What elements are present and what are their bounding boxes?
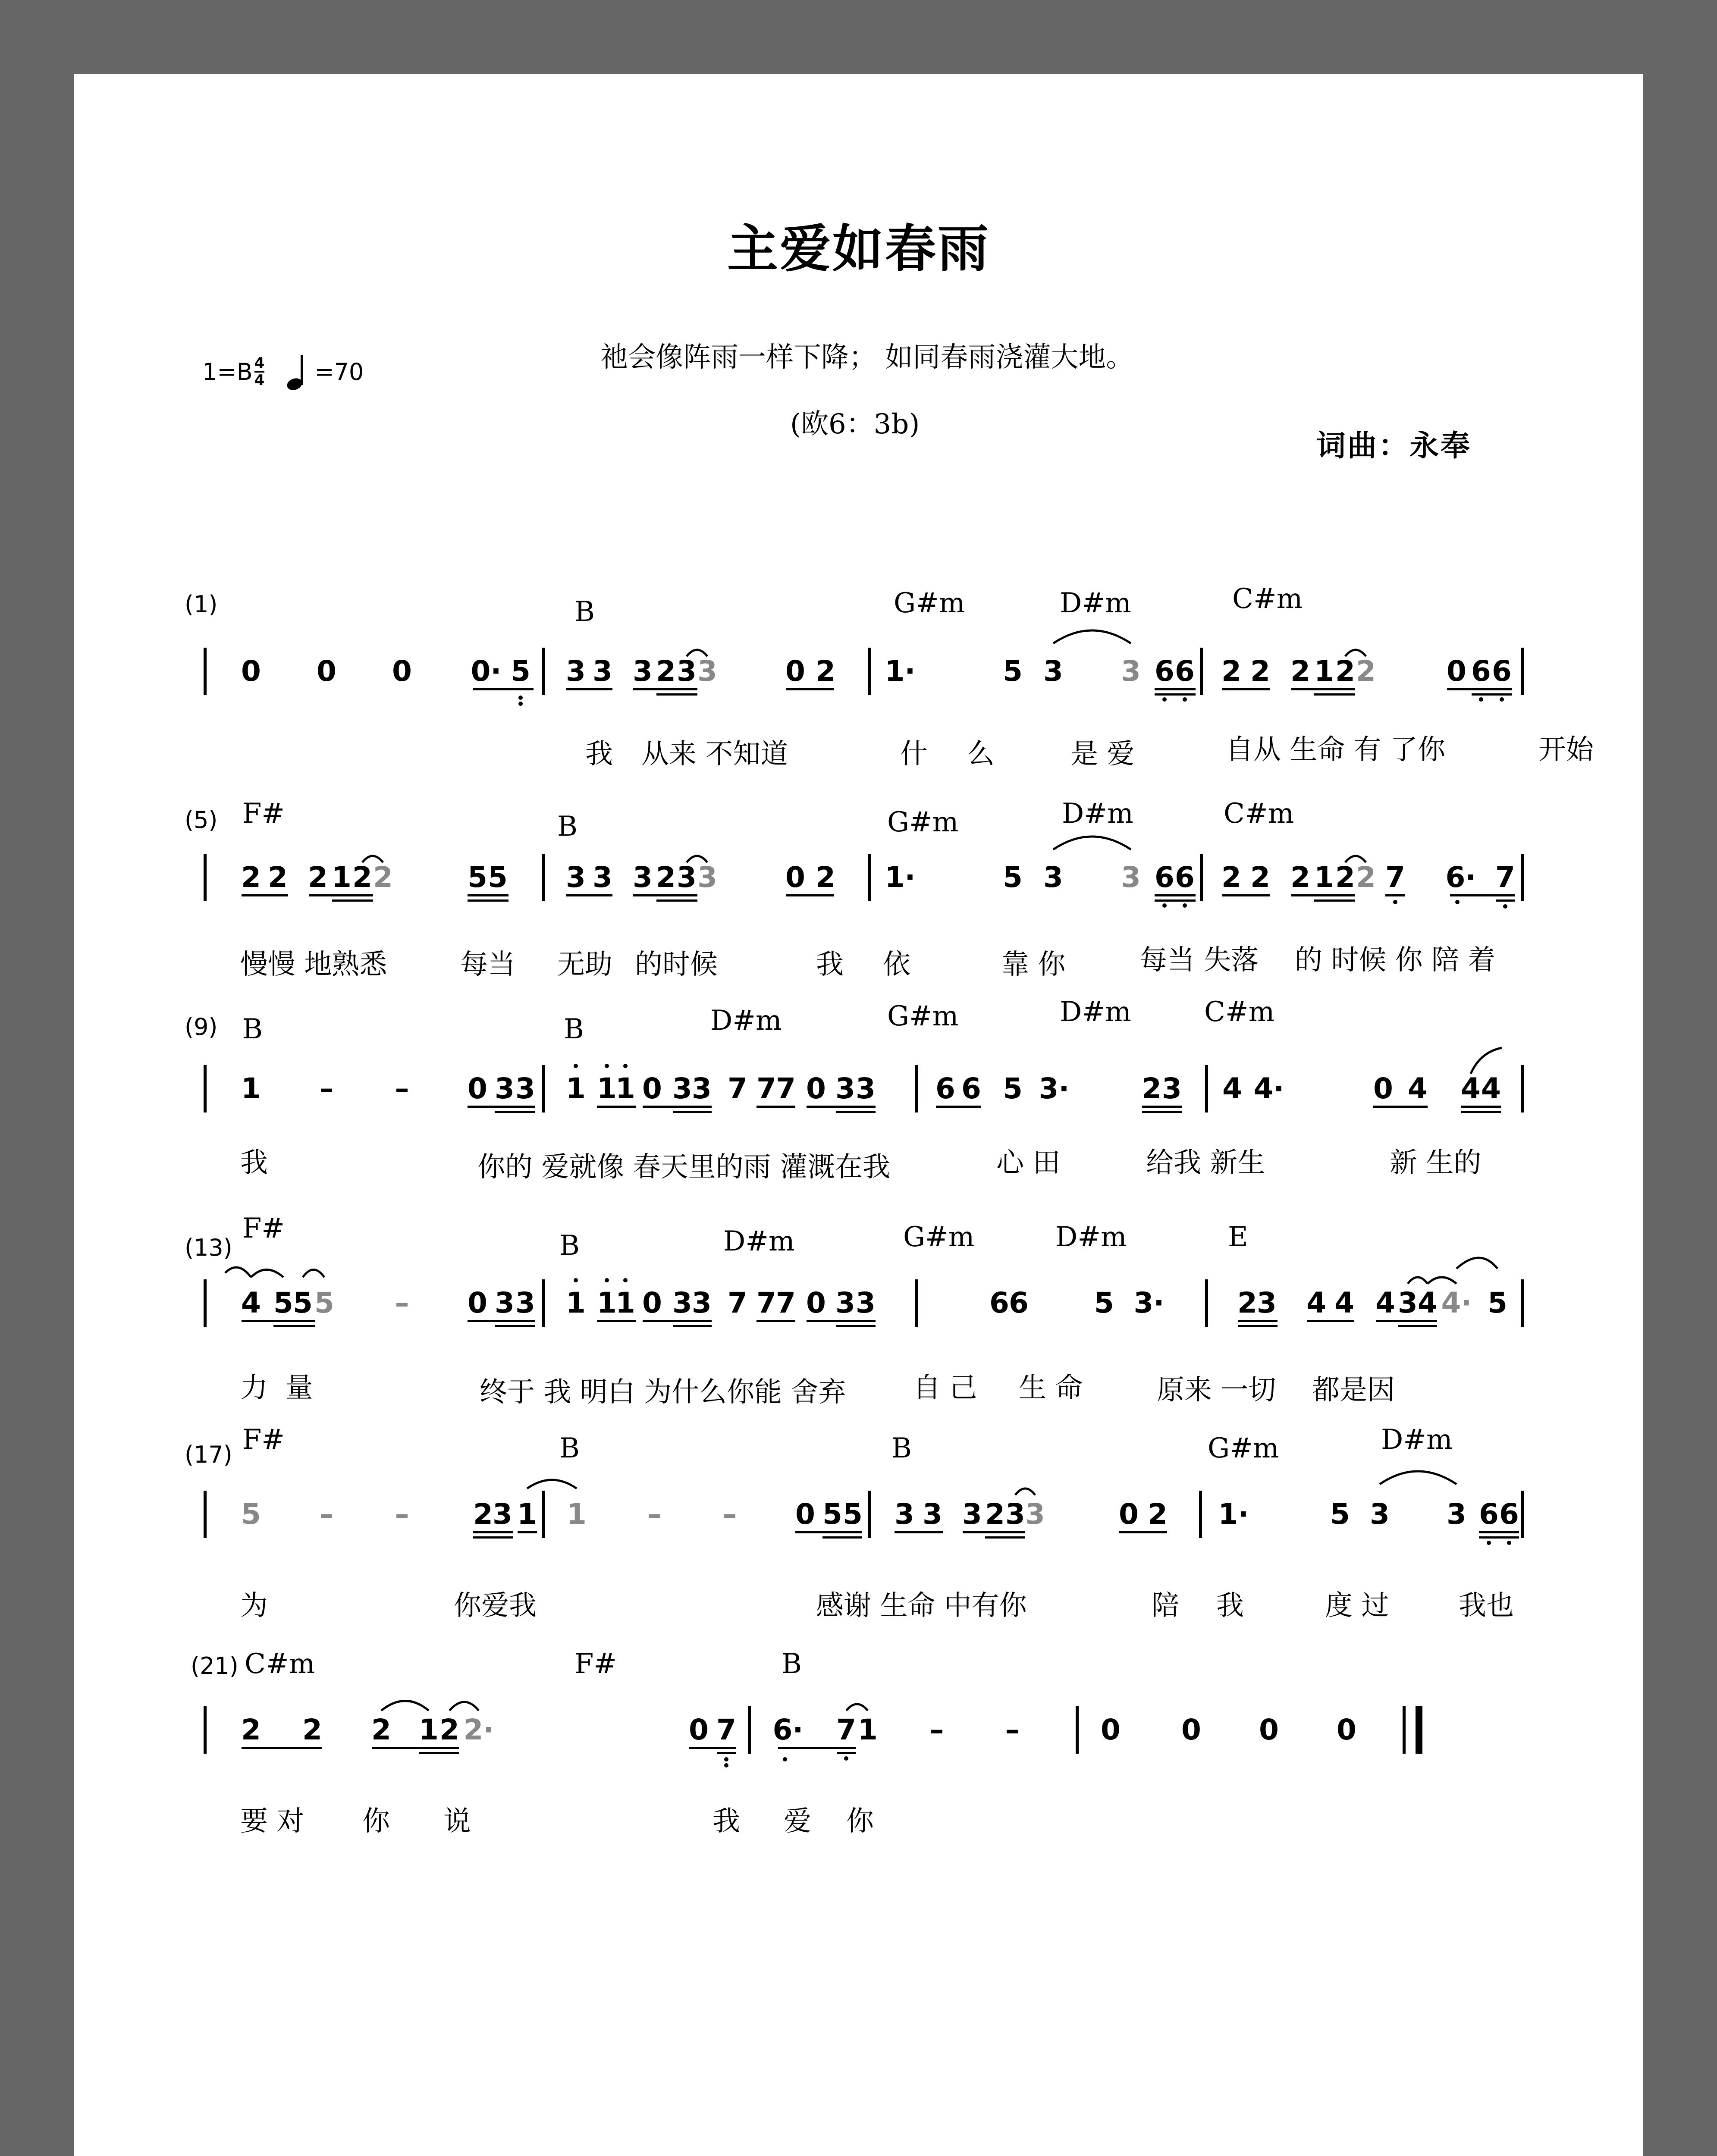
note: 6 xyxy=(1479,1498,1499,1531)
note: 1· xyxy=(885,655,916,688)
note: – xyxy=(929,1713,944,1746)
note: 1 xyxy=(517,1498,537,1531)
score-row-6 xyxy=(74,1631,1643,1846)
note: 2 xyxy=(1237,1286,1257,1319)
note: 2 xyxy=(1221,861,1241,894)
key-signature xyxy=(202,352,364,391)
lyric: 要 对 xyxy=(240,1805,304,1837)
note: 5 xyxy=(843,1498,863,1531)
note: 0 xyxy=(468,1072,487,1105)
note: 3 xyxy=(495,1072,515,1105)
lyric: 度 过 xyxy=(1325,1590,1389,1622)
note: 4 xyxy=(1222,1072,1242,1105)
note: 2 xyxy=(371,1713,391,1746)
note: 7 xyxy=(776,1072,796,1105)
note: 4 xyxy=(1461,1072,1481,1105)
note: 5 xyxy=(1094,1286,1114,1319)
note: 6 xyxy=(1175,655,1195,688)
note: 4 xyxy=(1306,1286,1326,1319)
note: 0 xyxy=(689,1713,709,1746)
note: 2 xyxy=(1290,655,1310,688)
note: 3 xyxy=(677,655,697,688)
chord-symbol: F# xyxy=(242,798,285,830)
note: 0 xyxy=(1119,1498,1139,1531)
note: 5 xyxy=(241,1498,261,1531)
score-page xyxy=(74,74,1643,2156)
note: 2 xyxy=(985,1498,1005,1531)
note: 3 xyxy=(1370,1498,1390,1531)
note: 4· xyxy=(1253,1072,1284,1105)
note: 6 xyxy=(1471,655,1491,688)
chord-symbol: D#m xyxy=(1062,798,1133,830)
note: 3 xyxy=(495,1286,515,1319)
note: 1 xyxy=(241,1072,261,1105)
lyric: 你的 爱就像 春天里的雨 灌溉在我 xyxy=(477,1151,891,1183)
tied-note: 2 xyxy=(1356,655,1376,688)
note: 4 xyxy=(1408,1072,1428,1105)
lyric: 的 时候 你 陪 着 xyxy=(1295,944,1496,976)
note: 4 xyxy=(241,1286,261,1319)
note: 2 xyxy=(1148,1498,1168,1531)
note: 6· xyxy=(1445,861,1476,894)
lyric: 说 xyxy=(443,1805,471,1837)
note: 1 xyxy=(615,1286,635,1319)
note: 6 xyxy=(1155,655,1174,688)
measure-number: (17) xyxy=(185,1441,232,1468)
note: 1· xyxy=(885,861,916,894)
note: – xyxy=(319,1498,334,1531)
note: 1 xyxy=(597,1286,617,1319)
note: – xyxy=(647,1498,662,1531)
lyric: 力 量 xyxy=(240,1372,313,1404)
note: – xyxy=(395,1286,409,1319)
lyric: 依 xyxy=(883,949,910,981)
note: 2 xyxy=(816,861,835,894)
note: 3 xyxy=(593,655,612,688)
chord-symbol: D#m xyxy=(1060,587,1131,619)
time-sig-bottom: 4 xyxy=(254,372,265,389)
note: 3 xyxy=(923,1498,942,1531)
note: 3 xyxy=(835,1072,855,1105)
lyric: 终于 我 明白 为什么你能 舍弃 xyxy=(480,1376,846,1408)
quarter-note-icon xyxy=(284,352,314,391)
note: 2 xyxy=(352,861,372,894)
note: 3 xyxy=(515,1286,535,1319)
note: 0 xyxy=(1337,1713,1356,1746)
note: 3 xyxy=(1043,655,1063,688)
note: – xyxy=(319,1072,334,1105)
lyric: 新 生的 xyxy=(1390,1147,1482,1179)
note: 3 xyxy=(856,1286,876,1319)
chord-symbol: B xyxy=(559,1230,580,1262)
measure-number: (13) xyxy=(185,1234,232,1261)
note: 3 xyxy=(1025,1498,1045,1531)
note: 5 xyxy=(1003,1072,1023,1105)
note: 2 xyxy=(1335,655,1355,688)
lyric: 开始 xyxy=(1538,734,1594,766)
scripture-verse: 祂会像阵雨一样下降； 如同春雨浇灌大地。 xyxy=(600,342,1134,373)
note: 3 xyxy=(593,861,612,894)
note: 5 xyxy=(1488,1286,1507,1319)
chord-symbol: G#m xyxy=(887,806,959,838)
lyric: 无助 xyxy=(557,949,612,981)
lyric: 每当 失落 xyxy=(1139,944,1259,976)
chord-symbol: G#m xyxy=(894,587,965,619)
note: 0 xyxy=(468,1286,487,1319)
note: 7 xyxy=(1495,861,1515,894)
measure-number: (21) xyxy=(191,1652,239,1680)
tempo-label: =70 xyxy=(314,358,364,385)
lyric: 靠 你 xyxy=(1001,949,1066,981)
note: 7 xyxy=(776,1286,796,1319)
note: 4 xyxy=(1418,1286,1438,1319)
score-row-2 xyxy=(74,793,1643,1009)
note: 0 xyxy=(1259,1713,1279,1746)
note: 2· xyxy=(463,1713,494,1746)
lyric: 从来 不知道 xyxy=(641,738,788,770)
note: 5 xyxy=(488,861,508,894)
score-row-3 xyxy=(74,996,1643,1216)
lyric: 每当 xyxy=(460,949,515,981)
note: 7 xyxy=(728,1286,747,1319)
note: 1 xyxy=(566,1072,586,1105)
note: 2 xyxy=(1356,861,1376,894)
note: 3 xyxy=(1162,1072,1182,1105)
measure-number: (5) xyxy=(185,806,218,834)
note: 0 xyxy=(241,655,261,688)
note: 2 xyxy=(302,1713,322,1746)
note: – xyxy=(395,1498,409,1531)
note: 2 xyxy=(1221,655,1241,688)
lyric: 自 己 xyxy=(913,1372,977,1404)
lyric: 我 xyxy=(585,738,613,770)
composer-credit: 词曲：永奉 xyxy=(1316,429,1472,463)
chord-symbol: B xyxy=(559,1432,580,1464)
note: 2 xyxy=(473,1498,493,1531)
tied-note: 3 xyxy=(697,655,717,688)
note: 7 xyxy=(728,1072,747,1105)
note: 3 xyxy=(1005,1498,1025,1531)
lyric: 慢慢 地熟悉 xyxy=(240,949,387,981)
note: 2 xyxy=(656,655,676,688)
note: 5 xyxy=(293,1286,313,1319)
note: 0 xyxy=(1373,1072,1393,1105)
note: 3 xyxy=(633,655,653,688)
lyric: 给我 新生 xyxy=(1146,1147,1265,1179)
lyric: 的时候 xyxy=(635,949,718,981)
note: 1 xyxy=(419,1713,439,1746)
note: 2 xyxy=(308,861,328,894)
note: 6 xyxy=(961,1072,981,1105)
note: 5 xyxy=(511,655,530,688)
note: 5 xyxy=(468,861,487,894)
lyric: 你爱我 xyxy=(454,1590,537,1622)
lyric: 陪 xyxy=(1152,1590,1179,1622)
chord-symbol: G#m xyxy=(903,1221,975,1253)
note: 0 xyxy=(317,655,336,688)
note: 3 xyxy=(692,1072,712,1105)
key-label: 1=B xyxy=(202,358,253,385)
chord-symbol: B xyxy=(557,811,578,843)
tied-note: 3 xyxy=(1121,655,1141,688)
chord-symbol: F# xyxy=(242,1213,285,1244)
note: 7 xyxy=(756,1072,776,1105)
note: 3 xyxy=(1447,1498,1466,1531)
note: 0 xyxy=(785,655,805,688)
chord-symbol: G#m xyxy=(1208,1432,1279,1464)
lyric: 么 xyxy=(967,738,995,770)
note: 0 xyxy=(642,1286,662,1319)
chord-symbol: B xyxy=(242,1013,263,1045)
note: 2 xyxy=(241,861,261,894)
score-row-5 xyxy=(74,1424,1643,1639)
note: 0 xyxy=(1181,1713,1201,1746)
note: – xyxy=(1005,1713,1020,1746)
note: 5 xyxy=(314,1286,334,1319)
note: 3 xyxy=(672,1286,692,1319)
chord-symbol: B xyxy=(782,1648,802,1680)
note: 6 xyxy=(1492,655,1512,688)
note: 2 xyxy=(439,1713,459,1746)
note: 4 xyxy=(1481,1072,1501,1105)
note: 7 xyxy=(756,1286,776,1319)
lyric: 我 xyxy=(240,1147,268,1179)
note: 0 xyxy=(795,1498,815,1531)
chord-symbol: D#m xyxy=(1060,996,1131,1028)
chord-symbol: C#m xyxy=(1224,798,1294,830)
chord-symbol: C#m xyxy=(1232,583,1303,615)
note: 3 xyxy=(1043,861,1063,894)
chord-symbol: D#m xyxy=(710,1005,782,1037)
lyric: 原来 一切 xyxy=(1157,1374,1276,1406)
note: 6 xyxy=(1009,1286,1029,1319)
note: 0 xyxy=(392,655,412,688)
chord-symbol: D#m xyxy=(723,1225,795,1257)
note: 6 xyxy=(1155,861,1174,894)
lyric: 感谢 生命 中有你 xyxy=(816,1590,1027,1622)
note: 5 xyxy=(273,1286,293,1319)
note: 6 xyxy=(935,1072,955,1105)
note: 2 xyxy=(1250,655,1270,688)
note: 1 xyxy=(1314,861,1334,894)
lyric: 我也 xyxy=(1459,1590,1514,1622)
note: 3 xyxy=(677,861,697,894)
chord-symbol: B xyxy=(574,596,595,628)
note: 4 xyxy=(1375,1286,1395,1319)
chord-symbol: B xyxy=(564,1013,584,1045)
lyric: 我 xyxy=(713,1805,740,1837)
chord-symbol: G#m xyxy=(887,1000,959,1032)
note: 7 xyxy=(1385,861,1405,894)
note: 3 xyxy=(692,1286,712,1319)
lyric: 你 xyxy=(362,1805,390,1837)
lyric: 什 xyxy=(900,738,928,770)
measure-number: (9) xyxy=(185,1013,218,1040)
time-signature xyxy=(254,355,265,388)
note: 6 xyxy=(1499,1498,1519,1531)
chord-symbol: E xyxy=(1228,1221,1248,1253)
note: 0 xyxy=(1101,1713,1121,1746)
note: 6 xyxy=(1175,861,1195,894)
note: 3 xyxy=(493,1498,512,1531)
scripture-reference: (欧6：3b) xyxy=(790,408,920,440)
note: 2 xyxy=(373,861,393,894)
note: 2 xyxy=(1142,1072,1161,1105)
chord-symbol: F# xyxy=(242,1424,285,1456)
song-title: 主爱如春雨 xyxy=(727,219,990,279)
note: 6 xyxy=(989,1286,1009,1319)
note: 0 xyxy=(642,1072,662,1105)
note: 2 xyxy=(241,1713,261,1746)
note: 6· xyxy=(772,1713,804,1746)
note: 3· xyxy=(1039,1072,1070,1105)
note: 1 xyxy=(615,1072,635,1105)
note: – xyxy=(395,1072,409,1105)
note: 7 xyxy=(716,1713,736,1746)
chord-symbol: F# xyxy=(574,1648,617,1680)
note: 5 xyxy=(1003,861,1023,894)
note: 3 xyxy=(515,1072,535,1105)
note: 1 xyxy=(858,1713,878,1746)
note: 1 xyxy=(597,1072,617,1105)
note: – xyxy=(722,1498,737,1531)
chord-symbol: B xyxy=(891,1432,912,1464)
note: 3 xyxy=(895,1498,914,1531)
note: 0· xyxy=(471,655,502,688)
note: 0 xyxy=(785,861,805,894)
note: 2 xyxy=(816,655,835,688)
note: 2 xyxy=(1250,861,1270,894)
note: 3 xyxy=(1121,861,1141,894)
note: 1 xyxy=(566,1286,586,1319)
note: 3· xyxy=(1133,1286,1165,1319)
note: 2 xyxy=(1335,861,1355,894)
time-sig-top: 4 xyxy=(254,354,265,372)
chord-symbol: D#m xyxy=(1055,1221,1127,1253)
note: 3 xyxy=(856,1072,876,1105)
note: 3 xyxy=(962,1498,982,1531)
lyric: 心 田 xyxy=(996,1147,1061,1179)
note: 4 xyxy=(1334,1286,1354,1319)
note: 0 xyxy=(1447,655,1466,688)
score-row-4 xyxy=(74,1213,1643,1428)
lyric: 生 命 xyxy=(1019,1372,1083,1404)
note: 1 xyxy=(332,861,352,894)
note: 4· xyxy=(1441,1286,1472,1319)
note: 2 xyxy=(268,861,288,894)
lyric: 我 xyxy=(1216,1590,1244,1622)
note: 3 xyxy=(633,861,653,894)
lyric: 都是因 xyxy=(1312,1374,1395,1406)
note: 3 xyxy=(1257,1286,1277,1319)
chord-symbol: C#m xyxy=(245,1648,315,1680)
lyric: 是 爱 xyxy=(1070,738,1135,770)
note: 1 xyxy=(567,1498,587,1531)
note: 3 xyxy=(835,1286,855,1319)
lyric: 爱 xyxy=(784,1805,811,1837)
note: 3 xyxy=(697,861,717,894)
note: 0 xyxy=(806,1286,826,1319)
note: 3 xyxy=(566,861,586,894)
note: 3 xyxy=(566,655,586,688)
lyric: 为 xyxy=(240,1590,268,1622)
note: 3 xyxy=(1398,1286,1418,1319)
measure-number: (1) xyxy=(185,591,218,618)
lyric: 自从 生命 有 了你 xyxy=(1226,734,1446,766)
chord-symbol: C#m xyxy=(1204,996,1275,1028)
note: 2 xyxy=(656,861,676,894)
note: 1 xyxy=(1314,655,1334,688)
note: 7 xyxy=(836,1713,856,1746)
chord-symbol: D#m xyxy=(1381,1424,1453,1456)
note: 3 xyxy=(672,1072,692,1105)
note: 5 xyxy=(1003,655,1023,688)
note: 0 xyxy=(806,1072,826,1105)
lyric: 我 xyxy=(816,949,844,981)
note: 5 xyxy=(1330,1498,1350,1531)
lyric: 你 xyxy=(846,1805,874,1837)
note: 5 xyxy=(822,1498,842,1531)
note: 2 xyxy=(1290,861,1310,894)
score-row-1 xyxy=(74,583,1643,799)
note: 1· xyxy=(1218,1498,1249,1531)
